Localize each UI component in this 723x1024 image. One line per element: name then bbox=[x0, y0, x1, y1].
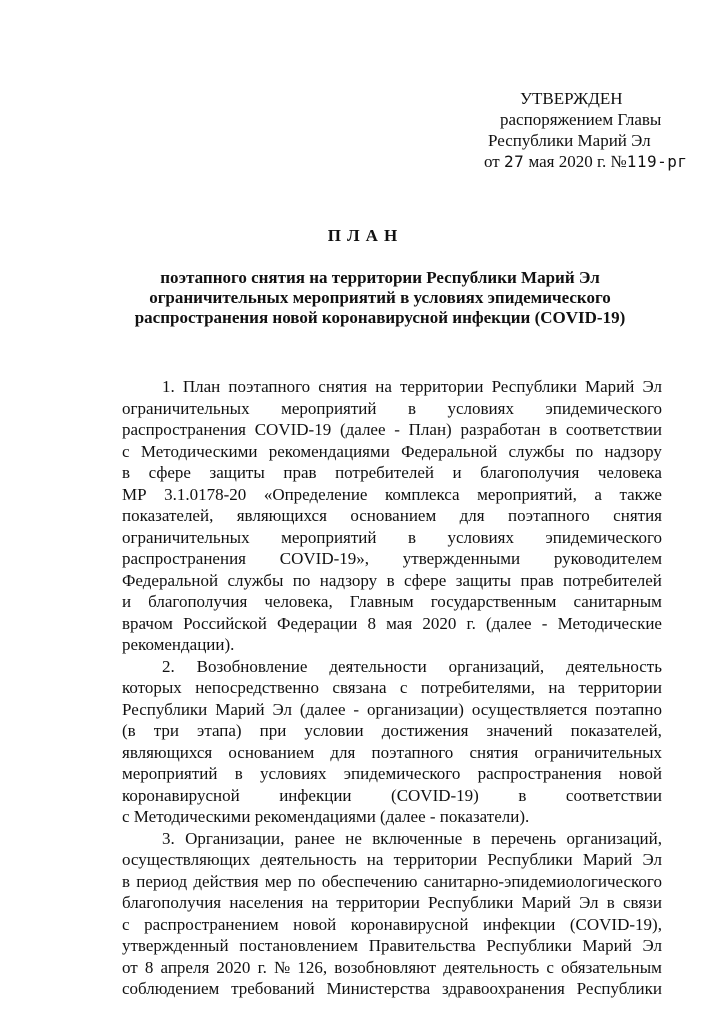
text-line: (в три этапа) при условии достижения значений показателей, bbox=[122, 721, 662, 740]
text-line: 1. План поэтапного снятия на территории Республики Марий Эл bbox=[162, 377, 662, 396]
text-line: являющихся основанием для поэтапного снятия ограничительных bbox=[122, 742, 662, 762]
subtitle-line: распространения новой коронавирусной инфекции (COVID-19) bbox=[134, 308, 626, 327]
text-line: соблюдением требований Министерства здравоохранения Республики bbox=[122, 979, 662, 998]
text-line: с Методическими рекомендациями (далее - показатели). bbox=[122, 807, 530, 826]
document-title: ПЛАН bbox=[327, 226, 404, 245]
text-line: утвержденный постановлением Правительства Республики Марий Эл bbox=[122, 936, 662, 955]
text-line: 2. Возобновление деятельности организаций, деятельность bbox=[162, 656, 662, 676]
text-line: осуществляющих деятельность на территории Республики Марий Эл bbox=[122, 850, 662, 869]
text-line: и благополучия человека, Главным государственным санитарным bbox=[122, 592, 662, 611]
approval-line-2: распоряжением Главы bbox=[500, 110, 662, 129]
approval-date-prefix: от bbox=[484, 152, 500, 171]
text-line: 3. Организации, ранее не включенные в перечень организаций, bbox=[162, 828, 662, 848]
text-line: врачом Российской Федерации 8 мая 2020 г. (далее - Методические bbox=[122, 613, 662, 633]
document-body bbox=[122, 376, 662, 1000]
text-line: ограничительных мероприятий в условиях эпидемического bbox=[122, 398, 662, 418]
approval-line-4 bbox=[470, 151, 688, 172]
paragraph-2 bbox=[122, 656, 662, 828]
text-line: мероприятий в условиях эпидемического распространения новой bbox=[122, 764, 662, 783]
approval-line-3: Республики Марий Эл bbox=[488, 131, 651, 150]
paragraph-1 bbox=[122, 376, 662, 656]
approval-stamp bbox=[470, 88, 688, 172]
text-line: Республики Марий Эл (далее - организации) осуществляется поэтапно bbox=[122, 699, 662, 719]
text-line: коронавирусной инфекции (COVID-19) в соответствии bbox=[122, 785, 662, 805]
text-line: которых непосредственно связана с потребителями, на территории bbox=[122, 678, 662, 697]
text-line: распространения COVID-19 (далее - План) разработан в соответствии bbox=[122, 420, 662, 439]
text-line: распространения COVID-19», утвержденными руководителем bbox=[122, 549, 662, 568]
approval-date-day: 27 bbox=[503, 152, 525, 171]
text-line: с распространением новой коронавирусной инфекции (COVID-19), bbox=[122, 914, 662, 934]
document-subtitle bbox=[120, 268, 640, 328]
text-line: от 8 апреля 2020 г. № 126, возобновляют деятельность с обязательным bbox=[122, 957, 662, 977]
text-line: МР 3.1.0178-20 «Определение комплекса мероприятий, а также bbox=[122, 484, 662, 504]
text-line: с Методическими рекомендациями Федеральной службы по надзору bbox=[122, 441, 662, 461]
subtitle-line: поэтапного снятия на территории Республики Марий Эл bbox=[160, 268, 600, 287]
text-line: Федеральной службы по надзору в сфере защиты прав потребителей bbox=[122, 570, 662, 590]
text-line: показателей, являющихся основанием для поэтапного снятия bbox=[122, 506, 662, 525]
text-line: в сфере защиты прав потребителей и благополучия человека bbox=[122, 463, 662, 482]
text-line: рекомендации). bbox=[122, 635, 235, 654]
text-line: в период действия мер по обеспечению санитарно-эпидемиологического bbox=[122, 871, 662, 891]
approval-line-1: УТВЕРЖДЕН bbox=[520, 89, 623, 108]
approval-order-number: 119-рг bbox=[626, 152, 688, 171]
text-line: ограничительных мероприятий в условиях эпидемического bbox=[122, 527, 662, 547]
paragraph-3 bbox=[122, 828, 662, 1000]
approval-date-mid: мая 2020 г. № bbox=[528, 152, 627, 171]
text-line: благополучия населения на территории Республики Марий Эл в связи bbox=[122, 893, 662, 912]
subtitle-line: ограничительных мероприятий в условиях эпидемического bbox=[149, 288, 611, 307]
